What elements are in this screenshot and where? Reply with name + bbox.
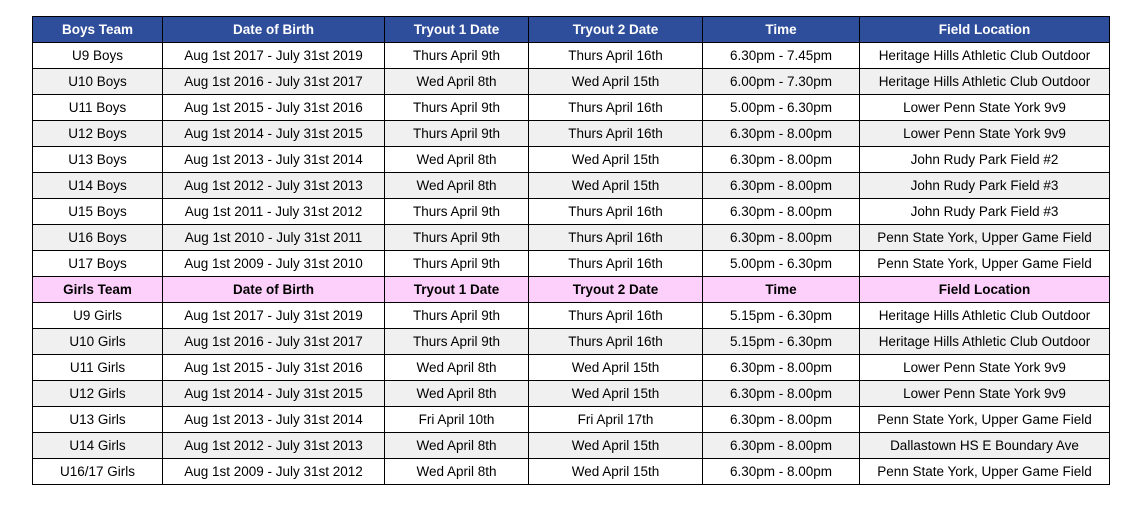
team-cell: U14 Girls	[33, 433, 163, 459]
location-cell: John Rudy Park Field #2	[860, 147, 1110, 173]
location-cell: Heritage Hills Athletic Club Outdoor	[860, 329, 1110, 355]
tryout2-cell: Thurs April 16th	[529, 199, 703, 225]
team-cell: U9 Boys	[33, 43, 163, 69]
team-cell: U16/17 Girls	[33, 459, 163, 485]
girls-row	[33, 303, 1110, 329]
tryout1-cell: Wed April 8th	[385, 381, 529, 407]
team-cell: U17 Boys	[33, 251, 163, 277]
tryout1-cell: Thurs April 9th	[385, 199, 529, 225]
team-cell: U10 Girls	[33, 329, 163, 355]
time-cell: 6.30pm - 8.00pm	[703, 433, 860, 459]
tryout1-cell: Thurs April 9th	[385, 121, 529, 147]
tryout1-cell: Wed April 8th	[385, 459, 529, 485]
tryout2-cell: Thurs April 16th	[529, 95, 703, 121]
tryout1-cell: Thurs April 9th	[385, 303, 529, 329]
time-cell: 5.00pm - 6.30pm	[703, 95, 860, 121]
team-cell: U9 Girls	[33, 303, 163, 329]
location-cell: Heritage Hills Athletic Club Outdoor	[860, 43, 1110, 69]
dob-cell: Aug 1st 2012 - July 31st 2013	[163, 173, 385, 199]
tryout2-cell: Thurs April 16th	[529, 225, 703, 251]
location-cell: John Rudy Park Field #3	[860, 173, 1110, 199]
tryout2-header: Tryout 2 Date	[529, 17, 703, 43]
tryout1-cell: Wed April 8th	[385, 147, 529, 173]
dob-cell: Aug 1st 2017 - July 31st 2019	[163, 43, 385, 69]
tryout2-cell: Thurs April 16th	[529, 329, 703, 355]
team-cell: U11 Boys	[33, 95, 163, 121]
tryout2-cell: Thurs April 16th	[529, 121, 703, 147]
tryout2-cell: Thurs April 16th	[529, 303, 703, 329]
team-cell: U11 Girls	[33, 355, 163, 381]
dob-header: Date of Birth	[163, 277, 385, 303]
team-cell: U10 Boys	[33, 69, 163, 95]
boys-row	[33, 69, 1110, 95]
tryout1-cell: Thurs April 9th	[385, 251, 529, 277]
tryout1-header: Tryout 1 Date	[385, 277, 529, 303]
dob-cell: Aug 1st 2012 - July 31st 2013	[163, 433, 385, 459]
time-cell: 6.30pm - 8.00pm	[703, 407, 860, 433]
girls-row	[33, 433, 1110, 459]
dob-cell: Aug 1st 2011 - July 31st 2012	[163, 199, 385, 225]
tryout1-cell: Wed April 8th	[385, 69, 529, 95]
tryout1-cell: Wed April 8th	[385, 173, 529, 199]
boys-row	[33, 199, 1110, 225]
tryout1-cell: Thurs April 9th	[385, 225, 529, 251]
tryout2-cell: Wed April 15th	[529, 433, 703, 459]
dob-cell: Aug 1st 2013 - July 31st 2014	[163, 147, 385, 173]
time-cell: 6.30pm - 8.00pm	[703, 381, 860, 407]
location-cell: Penn State York, Upper Game Field	[860, 225, 1110, 251]
girls-row	[33, 407, 1110, 433]
dob-header: Date of Birth	[163, 17, 385, 43]
tryout2-cell: Thurs April 16th	[529, 251, 703, 277]
dob-cell: Aug 1st 2015 - July 31st 2016	[163, 95, 385, 121]
boys-row	[33, 43, 1110, 69]
time-cell: 6.30pm - 8.00pm	[703, 147, 860, 173]
team-header: Boys Team	[33, 17, 163, 43]
tryout1-cell: Thurs April 9th	[385, 43, 529, 69]
team-cell: U16 Boys	[33, 225, 163, 251]
boys-row	[33, 251, 1110, 277]
time-cell: 6.30pm - 7.45pm	[703, 43, 860, 69]
location-cell: Penn State York, Upper Game Field	[860, 459, 1110, 485]
location-cell: Heritage Hills Athletic Club Outdoor	[860, 303, 1110, 329]
time-cell: 6.30pm - 8.00pm	[703, 199, 860, 225]
tryout1-cell: Thurs April 9th	[385, 95, 529, 121]
team-cell: U12 Girls	[33, 381, 163, 407]
dob-cell: Aug 1st 2015 - July 31st 2016	[163, 355, 385, 381]
time-header: Time	[703, 277, 860, 303]
location-cell: Lower Penn State York 9v9	[860, 355, 1110, 381]
location-cell: Penn State York, Upper Game Field	[860, 251, 1110, 277]
location-header: Field Location	[860, 277, 1110, 303]
tryout2-cell: Wed April 15th	[529, 147, 703, 173]
team-cell: U14 Boys	[33, 173, 163, 199]
girls-row	[33, 329, 1110, 355]
team-cell: U15 Boys	[33, 199, 163, 225]
time-cell: 6.30pm - 8.00pm	[703, 459, 860, 485]
boys-row	[33, 225, 1110, 251]
time-cell: 6.00pm - 7.30pm	[703, 69, 860, 95]
tryout2-cell: Wed April 15th	[529, 381, 703, 407]
dob-cell: Aug 1st 2014 - July 31st 2015	[163, 381, 385, 407]
time-cell: 6.30pm - 8.00pm	[703, 355, 860, 381]
boys-row	[33, 173, 1110, 199]
location-header: Field Location	[860, 17, 1110, 43]
dob-cell: Aug 1st 2016 - July 31st 2017	[163, 69, 385, 95]
girls-row	[33, 381, 1110, 407]
tryout1-cell: Wed April 8th	[385, 355, 529, 381]
location-cell: Lower Penn State York 9v9	[860, 95, 1110, 121]
time-cell: 6.30pm - 8.00pm	[703, 121, 860, 147]
location-cell: John Rudy Park Field #3	[860, 199, 1110, 225]
dob-cell: Aug 1st 2016 - July 31st 2017	[163, 329, 385, 355]
tryout2-cell: Thurs April 16th	[529, 43, 703, 69]
team-cell: U12 Boys	[33, 121, 163, 147]
girls-header-row	[33, 277, 1110, 303]
tryout2-header: Tryout 2 Date	[529, 277, 703, 303]
dob-cell: Aug 1st 2009 - July 31st 2012	[163, 459, 385, 485]
location-cell: Dallastown HS E Boundary Ave	[860, 433, 1110, 459]
time-header: Time	[703, 17, 860, 43]
time-cell: 5.15pm - 6.30pm	[703, 303, 860, 329]
tryout1-cell: Fri April 10th	[385, 407, 529, 433]
team-header: Girls Team	[33, 277, 163, 303]
tryout1-header: Tryout 1 Date	[385, 17, 529, 43]
tryout2-cell: Wed April 15th	[529, 173, 703, 199]
time-cell: 5.00pm - 6.30pm	[703, 251, 860, 277]
girls-row	[33, 459, 1110, 485]
dob-cell: Aug 1st 2017 - July 31st 2019	[163, 303, 385, 329]
dob-cell: Aug 1st 2010 - July 31st 2011	[163, 225, 385, 251]
location-cell: Heritage Hills Athletic Club Outdoor	[860, 69, 1110, 95]
tryout-schedule	[32, 16, 1110, 485]
location-cell: Lower Penn State York 9v9	[860, 121, 1110, 147]
team-cell: U13 Boys	[33, 147, 163, 173]
girls-row	[33, 355, 1110, 381]
tryout2-cell: Fri April 17th	[529, 407, 703, 433]
tryout2-cell: Wed April 15th	[529, 459, 703, 485]
time-cell: 5.15pm - 6.30pm	[703, 329, 860, 355]
dob-cell: Aug 1st 2013 - July 31st 2014	[163, 407, 385, 433]
team-cell: U13 Girls	[33, 407, 163, 433]
dob-cell: Aug 1st 2009 - July 31st 2010	[163, 251, 385, 277]
tryout1-cell: Wed April 8th	[385, 433, 529, 459]
location-cell: Lower Penn State York 9v9	[860, 381, 1110, 407]
time-cell: 6.30pm - 8.00pm	[703, 225, 860, 251]
time-cell: 6.30pm - 8.00pm	[703, 173, 860, 199]
tryout1-cell: Thurs April 9th	[385, 329, 529, 355]
boys-row	[33, 95, 1110, 121]
tryout-table	[32, 16, 1110, 485]
location-cell: Penn State York, Upper Game Field	[860, 407, 1110, 433]
boys-header-row	[33, 17, 1110, 43]
tryout2-cell: Wed April 15th	[529, 69, 703, 95]
boys-row	[33, 121, 1110, 147]
boys-row	[33, 147, 1110, 173]
dob-cell: Aug 1st 2014 - July 31st 2015	[163, 121, 385, 147]
tryout2-cell: Wed April 15th	[529, 355, 703, 381]
